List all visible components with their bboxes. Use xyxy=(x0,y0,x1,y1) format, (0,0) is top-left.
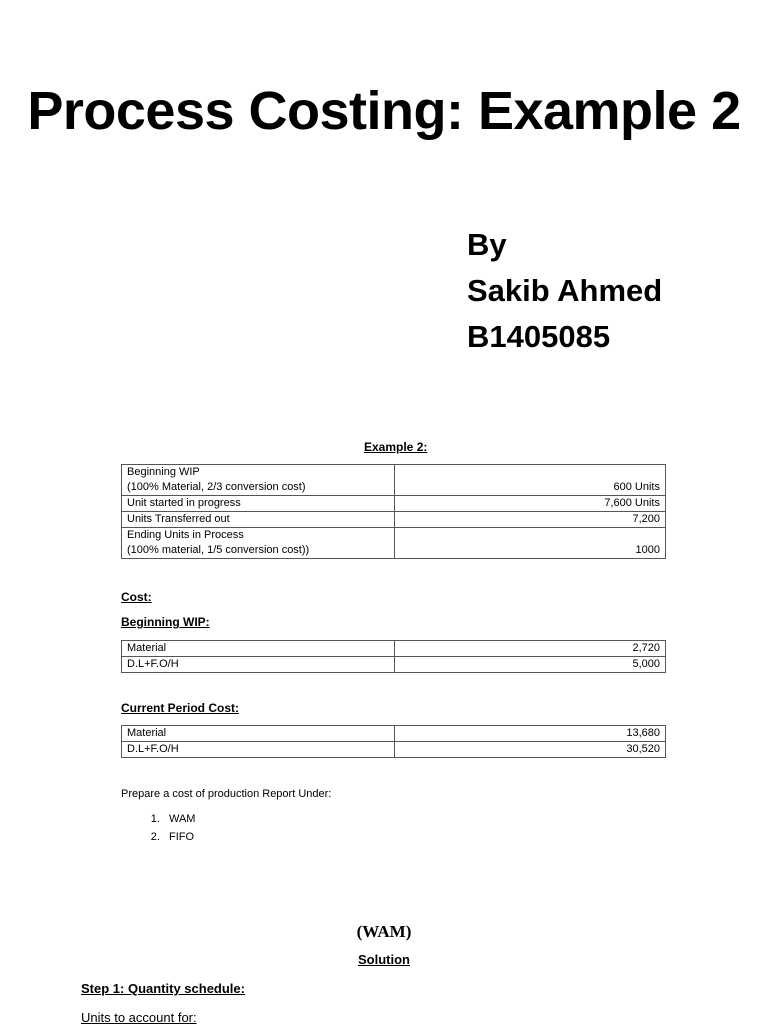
current-period-heading: Current Period Cost: xyxy=(121,701,240,715)
units-to-account-heading: Units to account for: xyxy=(81,1010,197,1025)
table-row xyxy=(122,512,666,528)
author-id: B1405085 xyxy=(467,319,611,354)
author-name: Sakib Ahmed xyxy=(467,273,663,308)
example-heading: Example 2: xyxy=(364,440,428,454)
cost-heading: Cost: xyxy=(121,590,152,604)
list-item: 1. WAM xyxy=(163,810,195,828)
cell-line: (100% Material, 2/3 conversion cost) xyxy=(127,481,306,493)
table-cell-label xyxy=(122,465,395,496)
cell-line: Unit started in progress xyxy=(127,497,241,509)
units-table xyxy=(121,464,666,559)
table-row xyxy=(122,641,666,657)
cell-line: Ending Units in Process xyxy=(127,529,244,541)
table-cell-label xyxy=(122,528,395,559)
table-row xyxy=(122,657,666,673)
byline xyxy=(467,222,662,360)
solution-heading: Solution xyxy=(358,952,410,967)
page-title: Process Costing: Example 2 xyxy=(27,81,741,141)
task-list xyxy=(121,810,195,846)
current-period-table xyxy=(121,725,666,758)
table-row xyxy=(122,465,666,496)
table-row xyxy=(122,528,666,559)
table-row xyxy=(122,496,666,512)
table-cell-value: 5,000 xyxy=(395,657,666,673)
cell-line: (100% material, 1/5 conversion cost)) xyxy=(127,544,310,556)
byline-by: By xyxy=(467,227,507,262)
table-row xyxy=(122,726,666,742)
table-cell-label xyxy=(122,496,395,512)
table-cell-label: D.L+F.O/H xyxy=(122,657,395,673)
table-cell-label: Material xyxy=(122,641,395,657)
table-cell-value: 7,600 Units xyxy=(395,496,666,512)
table-cell-label xyxy=(122,512,395,528)
step1-heading: Step 1: Quantity schedule: xyxy=(81,981,245,996)
beginning-wip-table xyxy=(121,640,666,673)
method-heading: (WAM) xyxy=(356,922,412,941)
table-cell-value: 7,200 xyxy=(395,512,666,528)
table-cell-value: 1000 xyxy=(395,528,666,559)
cell-line: Units Transferred out xyxy=(127,513,230,525)
table-cell-value: 600 Units xyxy=(395,465,666,496)
table-cell-label: Material xyxy=(122,726,395,742)
beginning-wip-heading: Beginning WIP: xyxy=(121,615,210,629)
cell-line: Beginning WIP xyxy=(127,466,200,478)
table-cell-value: 2,720 xyxy=(395,641,666,657)
table-row xyxy=(122,742,666,758)
table-cell-value: 13,680 xyxy=(395,726,666,742)
table-cell-label: D.L+F.O/H xyxy=(122,742,395,758)
table-cell-value: 30,520 xyxy=(395,742,666,758)
list-item: 2. FIFO xyxy=(163,828,195,846)
instruction-text: Prepare a cost of production Report Under: xyxy=(121,788,332,800)
